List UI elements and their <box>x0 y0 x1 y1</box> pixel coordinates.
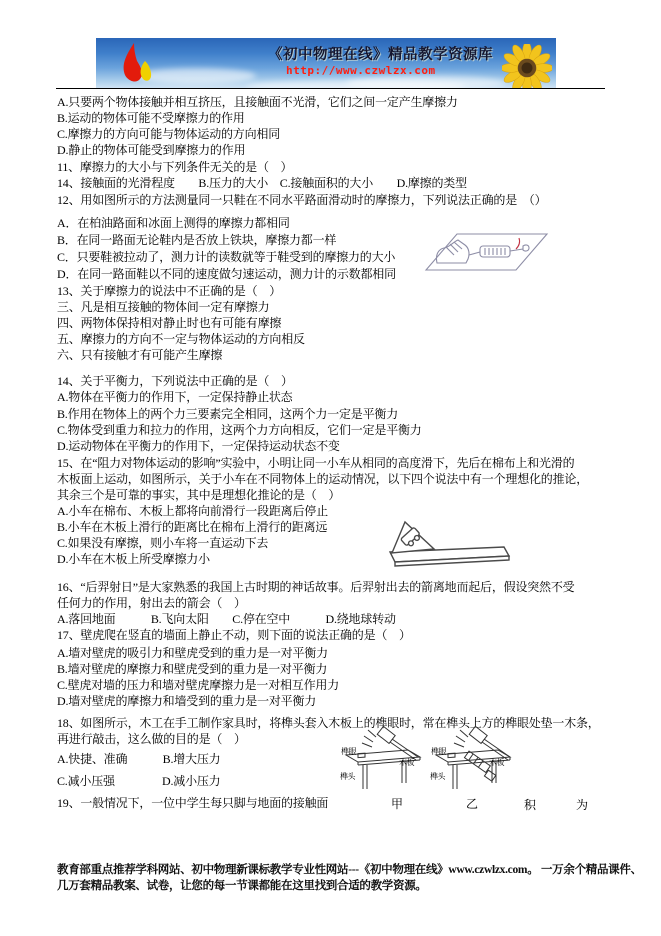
text-line: 三、凡是相互接触的物体间一定有摩擦力 <box>57 300 270 314</box>
text-line: C.减小压强 D.减小压力 <box>57 774 221 788</box>
wrapped-text-fragment: 为 <box>576 798 589 812</box>
text-line: 五、摩擦力的方向不一定与物体运动的方向相反 <box>57 332 305 346</box>
text-line: A.墙对壁虎的吸引力和壁虎受到的重力是一对平衡力 <box>57 646 328 660</box>
text-line: A.快捷、准确 B.增大压力 <box>57 752 221 766</box>
question-line: 19、一般情况下，一位中学生每只脚与地面的接触面 <box>57 796 329 810</box>
figure-caption-jia: 甲 <box>391 797 404 811</box>
board-label: 木板 <box>489 758 504 767</box>
text-line: B.墙对壁虎的摩擦力和壁虎受到的重力是一对平衡力 <box>57 662 328 676</box>
mortise-label: 榫眼 <box>431 747 446 756</box>
text-line: A．在柏油路面和冰面上测得的摩擦力都相同 <box>57 216 290 230</box>
text-line: A.小车在棉布、木板上都将向前滑行一段距离后停止 <box>57 504 328 518</box>
text-line: A.落回地面 B.飞向太阳 C.停在空中 D.绕地球转动 <box>57 612 396 626</box>
text-line: 木板面上运动，如图所示，关于小车在不同物体上的运动情况，以下四个说法中有一个理想化的推论， <box>57 472 589 486</box>
question-line: 16、“后羿射日”是大家熟悉的我国上古时期的神话故事。后羿射出去的箭离地而起后，假设突然不受 <box>57 580 575 594</box>
board-label: 木板 <box>399 758 414 767</box>
site-logo-icon <box>118 41 158 85</box>
footer-promo-line: 教育部重点推荐学科网站、初中物理新课标教学专业性网站---《初中物理在线》www.czwlzx.com。 一万余个精品课件、 <box>57 864 642 876</box>
mortise-label: 榫眼 <box>341 747 356 756</box>
footer-promo-line: 几万套精品教案、试卷，让您的每一节课都能在这里找到合适的教学资源。 <box>57 880 427 892</box>
wrapped-text-fragment: 积 <box>524 798 537 812</box>
question-line: 15、在“阻力对物体运动的影响”实验中，小明让同一小车从相同的高度滑下，先后在棉布上和光滑的 <box>57 456 575 470</box>
sunflower-icon <box>502 44 552 88</box>
text-line: C.壁虎对墙的压力和墙对壁虎摩擦力是一对相互作用力 <box>57 678 340 692</box>
text-line: B．在同一路面无论鞋内是否放上铁块，摩擦力都一样 <box>57 233 337 247</box>
cloud-decoration <box>246 80 466 88</box>
tenon-label: 榫头 <box>430 772 445 781</box>
text-line: A.物体在平衡力的作用下，一定保持静止状态 <box>57 390 293 404</box>
figure-caption-yi: 乙 <box>466 797 479 811</box>
tenon-label: 榫头 <box>340 772 355 781</box>
text-line: B.小车在木板上滑行的距离比在棉布上滑行的距离远 <box>57 520 328 534</box>
text-line: D.墙对壁虎的摩擦力和墙受到的重力是一对平衡力 <box>57 694 317 708</box>
text-line: C.物体受到重力和拉力的作用，这两个力方向相反，它们一定是平衡力 <box>57 423 422 437</box>
question-line: 17、壁虎爬在竖直的墙面上静止不动，则下面的说法正确的是（ ） <box>57 628 411 642</box>
site-banner <box>96 38 556 88</box>
mortise-figure-yi <box>428 724 520 796</box>
question-line: 18、如图所示，木工在手工制作家具时，将榫头套入木板上的榫眼时，常在榫头上方的榫眼处垫一木条， <box>57 716 600 730</box>
text-line: 任何力的作用，射出去的箭会（ ） <box>57 596 246 610</box>
question-line: 14、关于平衡力，下列说法中正确的是（ ） <box>57 374 293 388</box>
text-line: 再进行敲击，这么做的目的是（ ） <box>57 732 246 746</box>
mortise-figure-jia <box>338 724 430 796</box>
text-line: D.小车在木板上所受摩擦力小 <box>57 552 210 566</box>
text-line: 14、接触面的光滑程度 B.压力的大小 C.接触面积的大小 D.摩擦的类型 <box>57 176 467 190</box>
text-line: B.作用在物体上的两个力三要素完全相同，这两个力一定是平衡力 <box>57 407 399 421</box>
text-line: D．在同一路面鞋以不同的速度做匀速运动，测力计的示数都相同 <box>57 267 396 281</box>
text-line: 六、只有接触才有可能产生摩擦 <box>57 348 223 362</box>
banner-url-link[interactable]: http://www.czwlzx.com <box>286 64 436 77</box>
cart-ramp-figure <box>372 510 514 570</box>
text-line: D.静止的物体可能受到摩擦力的作用 <box>57 143 246 157</box>
shoe-spring-scale-figure <box>424 218 549 274</box>
question-line: 11、摩擦力的大小与下列条件无关的是（ ） <box>57 160 293 174</box>
scale-hook <box>516 238 520 249</box>
header-divider <box>56 88 605 89</box>
text-line: C.摩擦力的方向可能与物体运动的方向相同 <box>57 127 281 141</box>
text-line: D.运动物体在平衡力的作用下，一定保持运动状态不变 <box>57 439 340 453</box>
text-line: C．只要鞋被拉动了，测力计的读数就等于鞋受到的摩擦力的大小 <box>57 250 396 264</box>
text-line: C.如果没有摩擦，则小车将一直运动下去 <box>57 536 269 550</box>
question-line: 13、关于摩擦力的说法中不正确的是（ ） <box>57 284 282 298</box>
banner-title: 《初中物理在线》精品教学资源库 <box>268 47 493 63</box>
text-line: A.只要两个物体接触并相互挤压，且接触面不光滑，它们之间一定产生摩擦力 <box>57 95 458 109</box>
text-line: 其余三个是可靠的事实，其中是理想化推论的是（ ） <box>57 488 341 502</box>
text-line: B.运动的物体可能不受摩擦力的作用 <box>57 111 245 125</box>
text-line: 四、两物体保持相对静止时也有可能有摩擦 <box>57 316 282 330</box>
question-line: 12、用如图所示的方法测量同一只鞋在不同水平路面滑动时的摩擦力，下列说法正确的是 （） <box>57 193 547 207</box>
